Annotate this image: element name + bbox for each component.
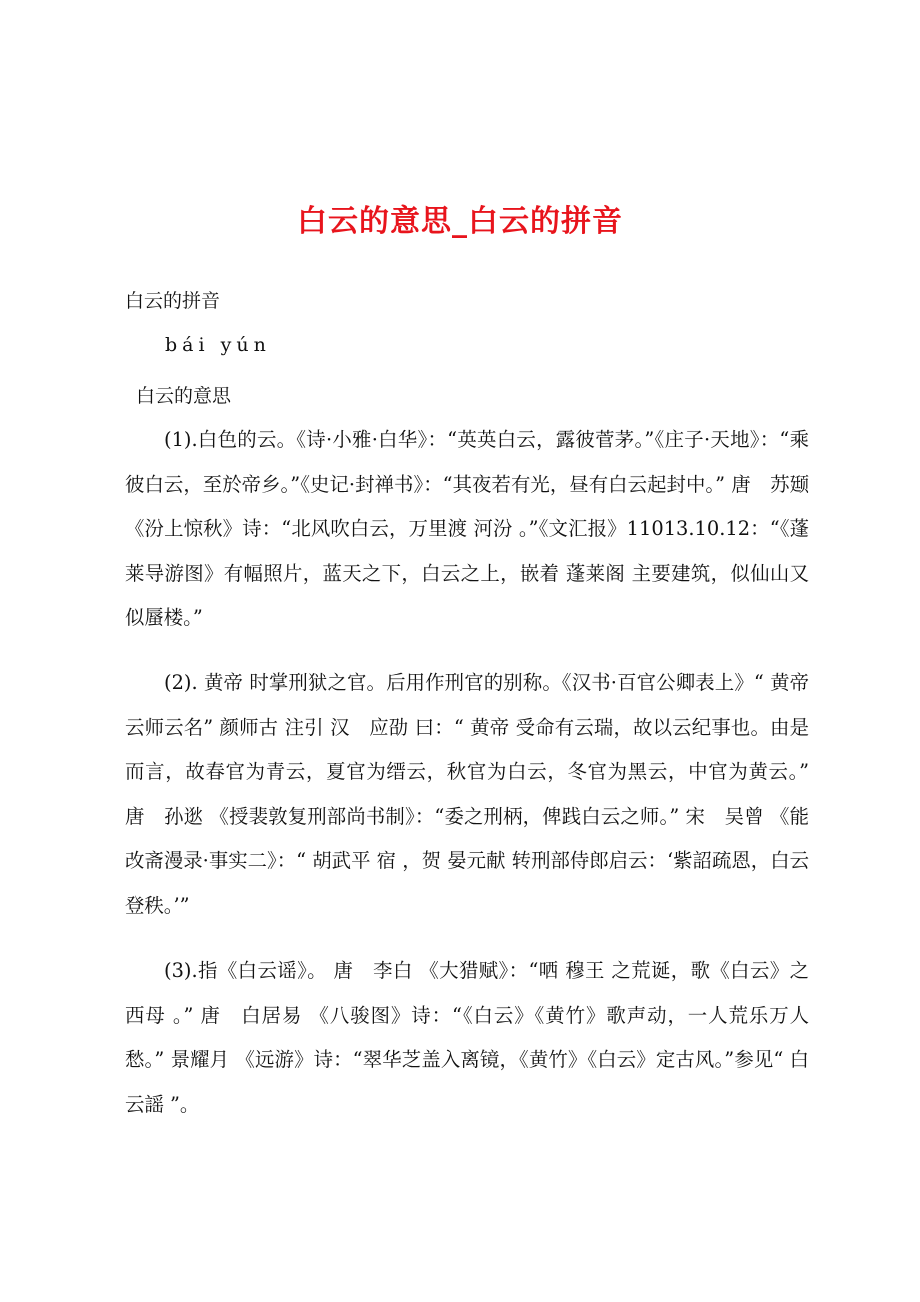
pinyin-text: bái yún [165,334,271,356]
meaning-heading: 白云的意思 [136,385,232,407]
meaning-paragraph-1: (1).白色的云。《诗·小雅·白华》：“英英白云，露彼菅茅。”《庄子·天地》：“乘彼白云，至於帝乡。”《史记·封禅书》：“其夜若有光，昼有白云起封中。” 唐 苏颋 《汾上惊秋》诗：“北风吹白云，万里渡 河汾 。”《文汇报》11013.10.12：“《蓬莱导游图》有幅照片，蓝天之下，白云之上，嵌着 蓬莱阁 主要建筑，似仙山又似蜃楼。” [125,428,809,629]
meaning-paragraph-2: (2). 黄帝 时掌刑狱之官。后用作刑官的别称。《汉书·百官公卿表上》“ 黄帝 云师云名” 颜师古 注引 汉 应劭 曰：“ 黄帝 受命有云瑞，故以云纪事也。由是而言，故春官为青云，夏官为缙云，秋官为白云，冬官为黑云，中官为黄云。” 唐 孙逖 《授裴敦复刑部尚书制》：“委之刑柄，俾践白云之师。” 宋 吴曾 《能改斋漫录·事实二》：“ 胡武平 宿 ，贺 晏元献 转刑部侍郎启云：‘紫詔疏恩，白云登秩。’” [125,671,809,917]
meaning-paragraph-3: (3).指《白云谣》。 唐 李白 《大猎赋》：“哂 穆王 之荒诞，歌《白云》之 西母 。” 唐 白居易 《八骏图》诗：“《白云》《黄竹》歌声动，一人荒乐万人愁。” 景耀月 《远游》诗：“翠华芝盖入离镜，《黄竹》《白云》定古风。”参见“ 白云謡 ”。 [125,959,809,1116]
pinyin-heading: 白云的拼音 [125,290,221,312]
page-title: 白云的意思_白云的拼音 [297,204,623,239]
